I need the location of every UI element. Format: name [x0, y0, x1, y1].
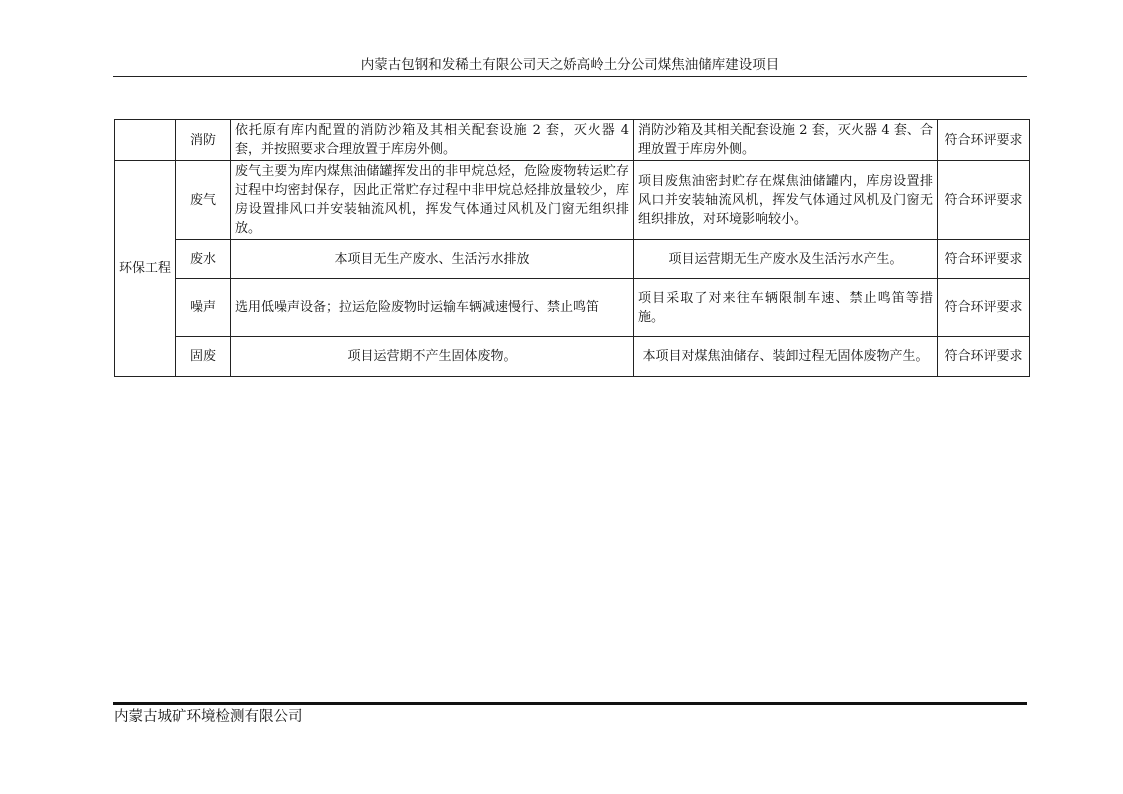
- actual-cell: 项目废焦油密封贮存在煤焦油储罐内，库房设置排风口并安装轴流风机，挥发气体通过风机及门窗无组织排放，对环境影响较小。: [634, 161, 938, 240]
- actual-cell: 本项目对煤焦油储存、装卸过程无固体废物产生。: [634, 337, 938, 377]
- compliance-table: [114, 119, 1030, 377]
- category-cell: 固废: [176, 337, 231, 377]
- table-row: [115, 161, 1030, 240]
- actual-cell: 消防沙箱及其相关配套设施 2 套，灭火器 4 套、合理放置于库房外侧。: [634, 120, 938, 161]
- page-footer: [114, 707, 303, 727]
- table-row: [115, 279, 1030, 337]
- footer-divider: [113, 702, 1027, 705]
- requirement-cell: 废气主要为库内煤焦油储罐挥发出的非甲烷总烃，危险废物转运贮存过程中均密封保存，因此正常贮存过程中非甲烷总烃排放量较少，库房设置排风口并安装轴流风机，挥发气体通过风机及门窗无组织排放。: [231, 161, 634, 240]
- requirement-cell: 本项目无生产废水、生活污水排放: [231, 240, 634, 279]
- table-cell-empty: [115, 120, 176, 161]
- category-cell: 消防: [176, 120, 231, 161]
- table-row: [115, 240, 1030, 279]
- actual-cell: 项目运营期无生产废水及生活污水产生。: [634, 240, 938, 279]
- requirement-cell: 项目运营期不产生固体废物。: [231, 337, 634, 377]
- table-row: [115, 337, 1030, 377]
- requirement-cell: 依托原有库内配置的消防沙箱及其相关配套设施 2 套，灭火器 4 套，并按照要求合理放置于库房外侧。: [231, 120, 634, 161]
- group-label-cell: 环保工程: [115, 161, 176, 377]
- actual-cell: 项目采取了对来往车辆限制车速、禁止鸣笛等措施。: [634, 279, 938, 337]
- requirement-cell: 选用低噪声设备；拉运危险废物时运输车辆减速慢行、禁止鸣笛: [231, 279, 634, 337]
- conclusion-cell: 符合环评要求: [938, 161, 1030, 240]
- conclusion-cell: 符合环评要求: [938, 279, 1030, 337]
- conclusion-cell: 符合环评要求: [938, 120, 1030, 161]
- page-header: [113, 54, 1027, 77]
- header-title: 内蒙古包钢和发稀土有限公司天之娇高岭土分公司煤焦油储库建设项目: [360, 57, 780, 73]
- conclusion-cell: 符合环评要求: [938, 240, 1030, 279]
- conclusion-cell: 符合环评要求: [938, 337, 1030, 377]
- table-row: [115, 120, 1030, 161]
- category-cell: 废气: [176, 161, 231, 240]
- category-cell: 废水: [176, 240, 231, 279]
- category-cell: 噪声: [176, 279, 231, 337]
- footer-company: 内蒙古城矿环境检测有限公司: [114, 709, 303, 725]
